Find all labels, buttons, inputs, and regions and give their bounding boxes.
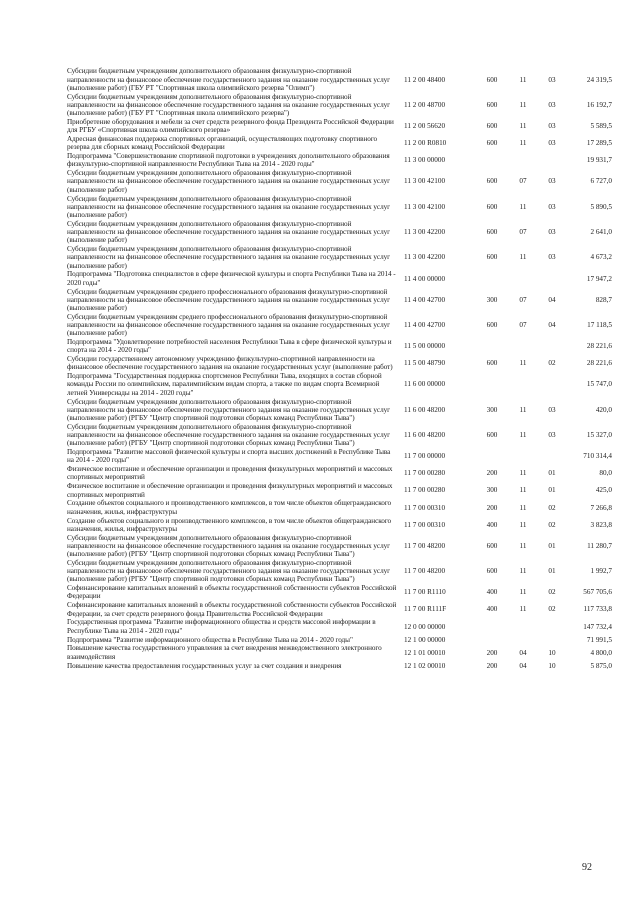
row-name: Повышение качества предоставления государственных услуг за счет создания и внедрения (67, 661, 342, 670)
row-amount: 6 727,0 (590, 177, 612, 186)
row-amount: 71 991,5 (586, 635, 612, 644)
row-expense-type: 600 (486, 253, 498, 262)
row-subsection (538, 270, 566, 287)
row-subsection: 03 (548, 405, 556, 414)
row-name: Субсидии бюджетным учреждениям дополнительного образования физкультурно-спортивной направленности на финансовое обеспечение государственного задания на оказание государственных услуг (выполнение работ) (РГБУ "Центр спортивной подготовки сборных команд Республики Тыва") (67, 558, 391, 584)
row-subsection (538, 448, 566, 465)
row-name: Субсидии бюджетным учреждениям дополнительного образования физкультурно-спортивной направленности на финансовое обеспечение государственного задания на оказание государственных услуг (выполнение работ) (67, 245, 391, 270)
row-name: Субсидии бюджетным учреждениям дополнительного образования физкультурно-спортивной направленности на финансовое обеспечение государственного задания на оказание государственных услуг (выполнение работ) (РГБУ "Центр спортивной подготовки сборных команд Республики Тыва") (67, 397, 391, 422)
row-section: 11 (519, 122, 527, 131)
table-row (67, 118, 612, 135)
row-expense-type: 600 (486, 321, 498, 329)
row-code: 11 2 00 R0810 (404, 139, 447, 148)
row-section (508, 635, 538, 644)
table-row (67, 194, 612, 219)
row-expense-type: 300 (486, 295, 498, 304)
row-section: 11 (519, 486, 527, 495)
table-row (67, 644, 612, 661)
row-name: Софинансирование капитальных вложений в объекты государственной собственности субъектов Российской Федерации (67, 584, 397, 601)
row-expense-type (476, 372, 508, 397)
table-row (67, 312, 612, 337)
row-expense-type: 600 (486, 541, 498, 550)
row-subsection (538, 152, 566, 169)
page-number: 92 (582, 862, 592, 873)
row-code: 11 7 00 00310 (404, 520, 446, 529)
table-row (67, 152, 612, 169)
table-row (67, 448, 612, 465)
row-section (508, 152, 538, 169)
row-expense-type: 400 (486, 605, 498, 614)
row-subsection: 02 (548, 503, 556, 512)
row-code: 11 7 00 00280 (404, 486, 446, 495)
row-section: 11 (519, 139, 527, 148)
row-subsection: 03 (548, 139, 556, 148)
row-subsection: 01 (548, 541, 556, 550)
table-row (67, 618, 612, 635)
row-code: 12 0 00 00000 (404, 622, 446, 631)
row-amount: 5 890,5 (590, 202, 612, 211)
table-row (67, 482, 612, 499)
row-expense-type: 400 (486, 520, 498, 529)
row-expense-type (476, 618, 508, 635)
table-row (67, 67, 612, 92)
row-expense-type: 600 (486, 567, 498, 576)
row-code: 11 5 00 00000 (404, 342, 446, 351)
table-row (67, 287, 612, 312)
row-amount: 17 118,5 (587, 321, 612, 329)
row-section: 07 (519, 321, 527, 329)
row-code: 11 7 00 00000 (404, 452, 446, 461)
row-expense-type: 600 (486, 177, 498, 186)
row-name: Государственная программа "Развитие информационного общества и средств массовой информации в Республике Тыва на 2014 - 2020 годы" (67, 618, 376, 635)
row-amount: 420,0 (595, 405, 612, 414)
row-amount: 5 589,5 (590, 122, 612, 131)
row-code: 11 7 00 R1110 (404, 588, 446, 597)
row-section: 11 (519, 431, 527, 440)
row-section: 11 (519, 469, 527, 478)
row-section: 11 (519, 605, 527, 614)
row-subsection (538, 618, 566, 635)
table-row (67, 516, 612, 533)
row-amount: 17 947,2 (586, 274, 612, 283)
row-section: 07 (519, 228, 527, 237)
row-expense-type: 600 (486, 228, 498, 237)
row-name: Подпрограмма "Государственная поддержка спортсменов Республики Тыва, входящих в состав сборной команды России по олимпийским, паралимпийским видам спорта, а также по видам спорта Всемирной летней Универсиады на 2014 - 2020 годы" (67, 372, 382, 397)
row-code: 11 3 00 42100 (404, 177, 446, 186)
row-expense-type: 200 (486, 469, 498, 478)
row-amount: 4 800,0 (590, 648, 612, 657)
row-subsection (538, 338, 566, 355)
row-section (508, 270, 538, 287)
row-code: 11 7 00 48200 (404, 541, 446, 550)
row-code: 11 3 00 00000 (404, 156, 446, 165)
row-section: 11 (519, 503, 527, 512)
row-subsection: 02 (548, 359, 556, 368)
row-expense-type: 300 (486, 486, 498, 495)
row-amount: 28 221,6 (586, 359, 612, 368)
row-section (508, 448, 538, 465)
row-name: Субсидии бюджетным учреждениям дополнительного образования физкультурно-спортивной направленности на финансовое обеспечение государственного задания на оказание государственных услуг (выполнение работ) (67, 169, 391, 194)
row-subsection: 10 (548, 661, 556, 670)
row-code: 11 4 00 00000 (404, 274, 446, 283)
row-section (508, 618, 538, 635)
row-section: 11 (519, 588, 527, 597)
row-subsection: 04 (548, 295, 556, 304)
row-amount: 147 732,4 (583, 622, 612, 631)
row-section: 07 (519, 295, 527, 304)
row-section: 04 (519, 661, 527, 670)
table-row (67, 533, 612, 558)
table-row (67, 423, 612, 448)
row-name: Субсидии бюджетным учреждениям дополнительного образования физкультурно-спортивной направленности на финансовое обеспечение государственного задания на оказание государственных услуг (выполнение работ) (ГБУ РТ "Спортивная школа олимпийского резерва") (67, 92, 391, 118)
row-code: 12 1 02 00010 (404, 661, 446, 670)
row-subsection (538, 635, 566, 644)
row-name: Подпрограмма "Развитие информационного общества в Республике Тыва на 2014 - 2020 годы" (67, 635, 353, 644)
row-amount: 16 192,7 (586, 100, 612, 109)
row-subsection: 03 (548, 177, 556, 186)
row-section: 11 (519, 405, 527, 414)
table-row (67, 635, 612, 644)
table-row (67, 372, 612, 397)
row-code: 11 2 00 48400 (404, 75, 446, 84)
row-section: 11 (519, 100, 527, 109)
table-row (67, 465, 612, 482)
row-code: 11 7 00 00310 (404, 503, 446, 512)
table-row (67, 584, 612, 601)
row-expense-type: 200 (486, 661, 498, 670)
table-row (67, 355, 612, 372)
row-amount: 5 875,0 (590, 661, 612, 670)
row-code: 11 7 00 00280 (404, 469, 446, 478)
row-code: 12 1 01 00010 (404, 648, 446, 657)
table-row (67, 397, 612, 422)
row-name: Субсидии бюджетным учреждениям среднего профессионального образования физкультурно-спортивной направленности на финансовое обеспечение государственного задания на оказание государственных услуг (выполнение работ) (67, 312, 391, 338)
row-code: 11 3 00 42100 (404, 202, 446, 211)
row-subsection: 03 (548, 100, 556, 109)
row-subsection: 03 (548, 122, 556, 131)
table-row (67, 270, 612, 287)
row-expense-type: 600 (486, 122, 498, 131)
row-expense-type (476, 448, 508, 465)
row-subsection: 03 (548, 202, 556, 211)
table-row (67, 338, 612, 355)
row-code: 11 4 00 42700 (404, 321, 446, 329)
row-name: Создание объектов социального и производственного комплексов, в том числе объектов общегражданского назначения, жилья, инфраструктуры (67, 516, 392, 533)
row-code: 11 3 00 42200 (404, 228, 446, 237)
row-name: Подпрограмма "Удовлетворение потребностей населения Республики Тыва в сфере физической культуры и спорта на 2014 - 2020 годы" (67, 338, 392, 355)
row-code: 11 2 00 48700 (404, 100, 446, 109)
row-subsection: 03 (548, 75, 556, 84)
row-subsection: 02 (548, 588, 556, 597)
row-amount: 28 221,6 (586, 342, 612, 351)
row-subsection: 04 (548, 321, 556, 329)
row-expense-type (476, 152, 508, 169)
row-code: 11 7 00 48200 (404, 567, 446, 576)
row-expense-type (476, 338, 508, 355)
row-name: Субсидии бюджетным учреждениям среднего профессионального образования физкультурно-спортивной направленности на финансовое обеспечение государственного задания на оказание государственных услуг (выполнение работ) (67, 287, 391, 312)
row-name: Подпрограмма "Развитие массовой физической культуры и спорта высших достижений в Республике Тыва на 2014 - 2020 годы" (67, 448, 391, 465)
row-expense-type: 600 (486, 431, 498, 440)
row-subsection: 02 (548, 605, 556, 614)
row-amount: 15 327,0 (586, 431, 612, 440)
row-expense-type (476, 270, 508, 287)
row-name: Субсидии бюджетным учреждениям дополнительного образования физкультурно-спортивной направленности на финансовое обеспечение государственного задания на оказание государственных услуг (выполнение работ) (67, 219, 391, 245)
budget-table (67, 67, 612, 670)
table-row (67, 92, 612, 117)
row-section: 11 (519, 567, 527, 576)
row-expense-type (476, 635, 508, 644)
row-section: 11 (519, 541, 527, 550)
row-amount: 7 266,8 (590, 503, 612, 512)
row-subsection: 02 (548, 520, 556, 529)
table-row (67, 135, 612, 152)
row-name: Физическое воспитание и обеспечение организации и проведения физкультурных мероприятий и массовых спортивных мероприятий (67, 482, 393, 499)
row-subsection (538, 372, 566, 397)
table-row (67, 661, 612, 670)
row-name: Приобретение оборудования и мебели за счет средств резервного фонда Президента Российской Федерации для РГБУ «Спортивная школа олимпийского резерва» (67, 117, 394, 135)
row-expense-type: 600 (486, 139, 498, 148)
row-amount: 425,0 (595, 486, 612, 495)
row-code: 11 4 00 42700 (404, 295, 446, 304)
row-code: 11 6 00 48200 (404, 431, 446, 440)
row-name: Субсидии бюджетным учреждениям дополнительного образования физкультурно-спортивной направленности на финансовое обеспечение государственного задания на оказание государственных услуг (выполнение работ) (РГБУ "Центр спортивной подготовки сборных команд Республики Тыва") (67, 533, 391, 559)
row-expense-type: 600 (486, 202, 498, 211)
row-amount: 3 823,8 (590, 520, 612, 529)
row-section (508, 338, 538, 355)
row-name: Повышение качества государственного управления за счет внедрения межведомственного электронного взаимодействия (67, 644, 382, 661)
row-name: Создание объектов социального и производственного комплексов, в том числе объектов общегражданского назначения, жилья, инфраструктуры (67, 499, 392, 516)
row-subsection: 01 (548, 469, 556, 478)
row-expense-type: 200 (486, 503, 498, 512)
row-expense-type: 400 (486, 588, 498, 597)
row-expense-type: 600 (486, 75, 498, 84)
row-amount: 80,0 (599, 469, 612, 478)
row-amount: 11 280,7 (587, 541, 612, 550)
row-expense-type: 600 (486, 100, 498, 109)
row-code: 11 6 00 48200 (404, 405, 446, 414)
table-row (67, 219, 612, 244)
row-amount: 2 641,0 (590, 228, 612, 237)
row-section: 11 (519, 75, 527, 84)
row-expense-type: 300 (486, 405, 498, 414)
row-name: Субсидии государственному автономному учреждению физкультурно-спортивной направленности на финансовое обеспечение государственного задания на оказание государственных услуг (выполнение работ) (67, 355, 393, 372)
row-section: 07 (519, 177, 527, 186)
row-code: 11 7 00 R111F (404, 605, 447, 614)
row-expense-type: 600 (486, 359, 498, 368)
row-amount: 4 673,2 (590, 253, 612, 262)
row-name: Адресная финансовая поддержка спортивных организаций, осуществляющих подготовку спортивного резерва для сборных команд Российской Федерации (67, 135, 378, 152)
row-subsection: 10 (548, 648, 556, 657)
row-code: 11 3 00 42200 (404, 253, 446, 262)
row-amount: 19 931,7 (586, 156, 612, 165)
row-amount: 117 733,8 (583, 605, 612, 614)
row-amount: 710 314,4 (583, 452, 612, 461)
row-section: 11 (519, 253, 527, 262)
row-section: 11 (519, 359, 527, 368)
row-amount: 1 992,7 (590, 567, 612, 576)
row-subsection: 03 (548, 228, 556, 237)
row-subsection: 01 (548, 486, 556, 495)
row-amount: 17 289,5 (586, 139, 612, 148)
row-code: 11 5 00 48790 (404, 359, 446, 368)
row-name: Подпрограмма "Подготовка специалистов в сфере физической культуры и спорта Республики Тыва на 2014 - 2020 годы" (67, 270, 396, 287)
table-row (67, 499, 612, 516)
budget-table-body (67, 67, 612, 670)
row-name: Подпрограмма "Совершенствование спортивной подготовки в учреждениях дополнительного образования физкультурно-спортивной направленности Республики Тыва на 2014 - 2020 годы" (67, 152, 390, 169)
row-code: 12 1 00 00000 (404, 635, 446, 644)
table-row (67, 601, 612, 618)
row-amount: 24 319,5 (586, 75, 612, 84)
row-section: 04 (519, 648, 527, 657)
row-section: 11 (519, 202, 527, 211)
row-name: Субсидии бюджетным учреждениям дополнительного образования физкультурно-спортивной направленности на финансовое обеспечение государственного задания на оказание государственных услуг (выполнение работ) (РГБУ "Центр спортивной подготовки сборных команд Республики Тыва") (67, 422, 391, 448)
row-name: Физическое воспитание и обеспечение организации и проведения физкультурных мероприятий и массовых спортивных мероприятий (67, 465, 393, 482)
row-section (508, 372, 538, 397)
row-name: Субсидии бюджетным учреждениям дополнительного образования физкультурно-спортивной направленности на финансовое обеспечение государственного задания на оказание государственных услуг (выполнение работ) (67, 194, 391, 219)
row-amount: 567 705,6 (583, 588, 612, 597)
row-name: Субсидии бюджетным учреждениям дополнительного образования физкультурно-спортивной направленности на финансовое обеспечение государственного задания на оказание государственных услуг (выполнение работ) (ГБУ РТ "Спортивная школа олимпийского резерва "Олимп") (67, 67, 391, 92)
row-name: Софинансирование капитальных вложений в объекты государственной собственности субъектов Российской Федерации, за счет средств резервного фонда Правительства Российской Федерации (67, 601, 397, 618)
row-code: 11 6 00 00000 (404, 380, 446, 389)
row-section: 11 (519, 520, 527, 529)
row-subsection: 03 (548, 431, 556, 440)
row-code: 11 2 00 56620 (404, 122, 446, 131)
row-expense-type: 200 (486, 648, 498, 657)
table-row (67, 169, 612, 194)
table-row (67, 559, 612, 584)
row-amount: 15 747,0 (586, 380, 612, 389)
table-row (67, 245, 612, 270)
row-subsection: 03 (548, 253, 556, 262)
row-subsection: 01 (548, 567, 556, 576)
row-amount: 828,7 (595, 295, 612, 304)
